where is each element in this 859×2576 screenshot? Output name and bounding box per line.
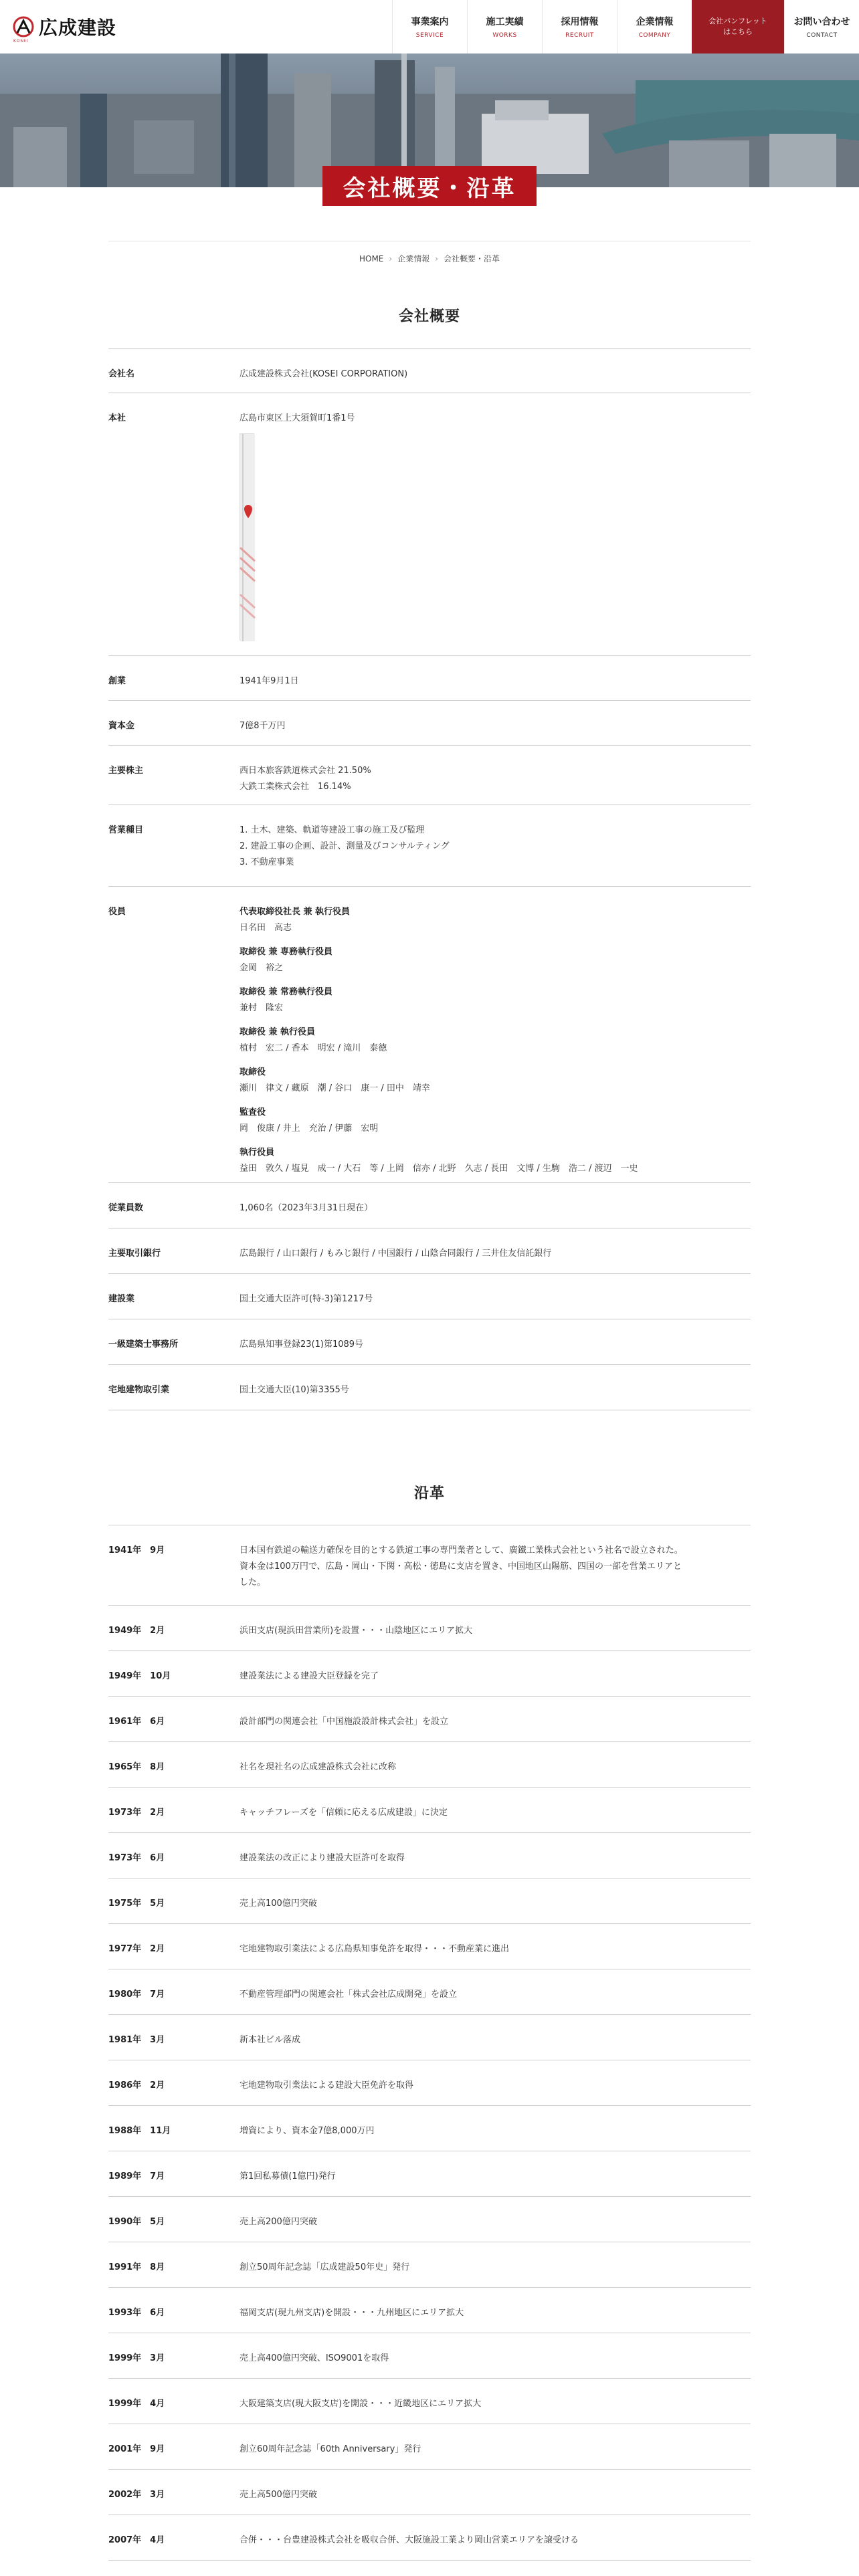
table-row xyxy=(108,746,751,805)
nav-label: 施工実績 xyxy=(486,17,524,27)
table-row xyxy=(108,2470,751,2515)
row-label: 資本金 xyxy=(108,721,135,731)
site-logo[interactable] xyxy=(12,13,117,43)
history-text: 浜田支店(現浜田営業所)を設置・・・山陰地区にエリア拡大 xyxy=(240,1626,473,1636)
history-text: 創立60周年記念誌「60th Anniversary」発行 xyxy=(240,2444,421,2454)
history-text: 設計部門の関連会社「中国施設設計株式会社」を設立 xyxy=(240,1717,449,1727)
history-date: 1991年 8月 xyxy=(108,2262,165,2272)
row-label: 建設業 xyxy=(108,1294,135,1304)
history-text: 売上高400億円突破、ISO9001を取得 xyxy=(240,2353,389,2363)
history-text: 宅地建物取引業法による建設大臣免許を取得 xyxy=(240,2080,414,2090)
table-row xyxy=(108,1183,751,1228)
breadcrumb-separator: › xyxy=(435,254,439,263)
nav-label: お問い合わせ xyxy=(793,17,850,27)
history-date: 1973年 2月 xyxy=(108,1808,165,1818)
history-text: 福岡支店(現九州支店)を開設・・・九州地区にエリア拡大 xyxy=(240,2308,464,2318)
row-label: 本社 xyxy=(108,413,126,423)
history-text: 日本国有鉄道の輸送力確保を目的とする鉄道工事の専門業者として、廣鐵工業株式会社という社名で設立された。 資本金は100万円で、広島・岡山・下関・高松・徳島に支店を置き、中国地区山陽筋、四国の一部を営業エリアと した。 xyxy=(240,1545,683,1588)
table-row xyxy=(108,1742,751,1788)
table-row xyxy=(108,2151,751,2197)
table-row xyxy=(108,805,751,887)
history-date: 1941年 9月 xyxy=(108,1545,165,1555)
nav-label-en: CONTACT xyxy=(806,32,838,39)
table-row xyxy=(108,393,751,656)
row-label: 一級建築士事務所 xyxy=(108,1339,179,1350)
row-value: 広島市東区上大須賀町1番1号 xyxy=(240,413,355,423)
table-row xyxy=(108,2333,751,2379)
table-row xyxy=(108,1697,751,1742)
map-image xyxy=(240,434,255,641)
history-text: 新本社ビル落成 xyxy=(240,2035,301,2045)
table-row xyxy=(108,2515,751,2561)
overview-title: 会社概要 xyxy=(398,308,460,325)
history-title: 沿革 xyxy=(413,1485,445,1502)
history-date: 1986年 2月 xyxy=(108,2080,165,2090)
nav-item-recruit[interactable] xyxy=(542,0,617,53)
nav-label-en: SERVICE xyxy=(415,32,444,39)
history-text: 創立50周年記念誌「広成建設50年史」発行 xyxy=(240,2262,410,2272)
table-row xyxy=(108,349,751,393)
table-row xyxy=(108,887,751,1183)
table-row xyxy=(108,1319,751,1365)
history-date: 1981年 3月 xyxy=(108,2035,165,2045)
history-date: 1973年 6月 xyxy=(108,1853,165,1863)
logo-subtext: KOSEI xyxy=(13,39,29,43)
table-row xyxy=(108,1788,751,1833)
table-row xyxy=(108,2197,751,2242)
history-date: 2002年 3月 xyxy=(108,2490,165,2500)
history-date: 1977年 2月 xyxy=(108,1944,165,1954)
nav-item-service[interactable] xyxy=(392,0,467,53)
table-row xyxy=(108,1525,751,1606)
nav-label: 企業情報 xyxy=(636,17,674,27)
logo-text: 広成建設 xyxy=(39,17,117,39)
breadcrumb-parent[interactable]: 企業情報 xyxy=(397,254,430,263)
history-date: 1949年 2月 xyxy=(108,1626,165,1636)
row-label: 従業員数 xyxy=(108,1203,144,1213)
pamphlet-button[interactable] xyxy=(692,0,784,53)
history-date: 1990年 5月 xyxy=(108,2217,165,2227)
row-label: 会社名 xyxy=(108,369,135,379)
officers-list: 代表取締役社長 兼 執行役員 日名田 高志 取締役 兼 専務執行役員 金岡 裕之 取締役 兼 常務執行役員 兼村 隆宏 取締役 兼 執行役員 植村 宏二 / 香本 明宏 / 滝川 泰徳 取締役 瀬川 律文 / 藏原 潮 / 谷口 康一 / 田中 靖幸 監査役 岡 俊康 / 井上 充治 / 伊藤 宏明 執行役員 益田 敦久 / 塩見 成一 / 大石 等 / 上岡 信亦 / 北野 久志 / 長田 文博 / 生駒 浩二 / 渡辺 一史 xyxy=(240,907,638,1174)
history-text: 建設業法の改正により建設大臣許可を取得 xyxy=(240,1853,405,1863)
table-row xyxy=(108,1365,751,1410)
history-date: 1965年 8月 xyxy=(108,1762,165,1772)
nav-label-en: RECRUIT xyxy=(565,32,594,39)
history-date: 1999年 4月 xyxy=(108,2399,165,2409)
breadcrumb xyxy=(0,253,859,264)
history-date: 1993年 6月 xyxy=(108,2308,165,2318)
nav-item-contact[interactable] xyxy=(784,0,859,53)
row-value: 広成建設株式会社(KOSEI CORPORATION) xyxy=(240,369,408,379)
nav-item-company[interactable] xyxy=(617,0,692,53)
nav-label-en: COMPANY xyxy=(638,32,671,39)
history-date: 1975年 5月 xyxy=(108,1899,165,1909)
logo-mark-icon xyxy=(12,15,35,38)
row-value: 7億8千万円 xyxy=(240,721,286,731)
history-date: 1989年 7月 xyxy=(108,2171,165,2181)
page-title: 会社概要・沿革 xyxy=(322,166,537,206)
history-text: 社名を現社名の広成建設株式会社に改称 xyxy=(240,1762,397,1772)
table-row xyxy=(108,1651,751,1697)
history-date: 1988年 11月 xyxy=(108,2126,171,2136)
breadcrumb-home[interactable]: HOME xyxy=(359,254,384,263)
history-text: キャッチフレーズを「信頼に応える広成建設」に決定 xyxy=(240,1808,448,1818)
history-date: 1949年 10月 xyxy=(108,1671,171,1681)
pamphlet-label: 会社パンフレット はこちら xyxy=(708,16,767,36)
row-value: 国土交通大臣(10)第3355号 xyxy=(240,1385,349,1395)
table-row xyxy=(108,1924,751,1969)
table-row xyxy=(108,2106,751,2151)
row-label: 営業種目 xyxy=(108,825,144,835)
table-row xyxy=(108,2242,751,2288)
row-value: 広島銀行 / 山口銀行 / もみじ銀行 / 中国銀行 / 山陰合同銀行 / 三井住友信託銀行 xyxy=(240,1249,552,1259)
nav-item-works[interactable] xyxy=(467,0,542,53)
row-value: 国土交通大臣許可(特-3)第1217号 xyxy=(240,1294,373,1304)
history-table xyxy=(108,1525,751,2561)
history-text: 建設業法による建設大臣登録を完了 xyxy=(240,1671,379,1681)
row-label: 主要株主 xyxy=(108,766,144,776)
hero-banner xyxy=(0,53,859,202)
nav-label-en: WORKS xyxy=(492,32,517,39)
row-label: 宅地建物取引業 xyxy=(108,1385,170,1395)
table-row xyxy=(108,1606,751,1651)
row-value: 1,060名（2023年3月31日現在） xyxy=(240,1203,373,1213)
history-text: 増資により、資本金7億8,000万円 xyxy=(240,2126,375,2136)
history-date: 1961年 6月 xyxy=(108,1717,165,1727)
row-value: 西日本旅客鉄道株式会社 21.50% 大鉄工業株式会社 16.14% xyxy=(240,766,371,792)
site-header xyxy=(0,0,859,53)
table-row xyxy=(108,656,751,701)
breadcrumb-current: 会社概要・沿革 xyxy=(444,254,500,263)
history-text: 売上高200億円突破 xyxy=(240,2217,317,2227)
history-date: 1980年 7月 xyxy=(108,1990,165,2000)
history-text: 第1回私募債(1億円)発行 xyxy=(240,2171,336,2181)
history-date: 2001年 9月 xyxy=(108,2444,165,2454)
table-row xyxy=(108,2015,751,2060)
table-row xyxy=(108,1969,751,2015)
overview-table xyxy=(108,348,751,1410)
history-text: 大阪建築支店(現大阪支店)を開設・・・近畿地区にエリア拡大 xyxy=(240,2399,482,2409)
history-text: 売上高500億円突破 xyxy=(240,2490,317,2500)
history-text: 合併・・・台豊建設株式会社を吸収合併、大阪施設工業より岡山営業エリアを譲受ける xyxy=(240,2535,579,2545)
global-nav xyxy=(392,0,859,53)
row-label: 主要取引銀行 xyxy=(108,1249,161,1259)
row-value: 1. 土木、建築、軌道等建設工事の施工及び監理 2. 建設工事の企画、設計、測量及びコンサルティング 3. 不動産事業 xyxy=(240,825,450,867)
table-row xyxy=(108,2060,751,2106)
row-value: 広島県知事登録23(1)第1089号 xyxy=(240,1339,364,1350)
table-row xyxy=(108,1833,751,1879)
row-label: 役員 xyxy=(108,907,126,917)
table-row xyxy=(108,701,751,746)
table-row xyxy=(108,1879,751,1924)
table-row xyxy=(108,1274,751,1319)
table-row xyxy=(108,2379,751,2424)
table-row xyxy=(108,1228,751,1274)
table-row xyxy=(108,2288,751,2333)
nav-label: 事業案内 xyxy=(411,17,449,27)
history-text: 売上高100億円突破 xyxy=(240,1899,317,1909)
table-row xyxy=(108,2424,751,2470)
history-date: 2007年 4月 xyxy=(108,2535,165,2545)
breadcrumb-separator: › xyxy=(389,254,393,263)
row-label: 創業 xyxy=(108,676,126,686)
history-text: 不動産管理部門の関連会社「株式会社広成開発」を設立 xyxy=(240,1990,458,2000)
history-text: 宅地建物取引業法による広島県知事免許を取得・・・不動産業に進出 xyxy=(240,1944,510,1954)
row-value: 1941年9月1日 xyxy=(240,676,299,686)
nav-label: 採用情報 xyxy=(561,17,599,27)
headquarters-map[interactable] xyxy=(240,433,254,641)
history-date: 1999年 3月 xyxy=(108,2353,165,2363)
